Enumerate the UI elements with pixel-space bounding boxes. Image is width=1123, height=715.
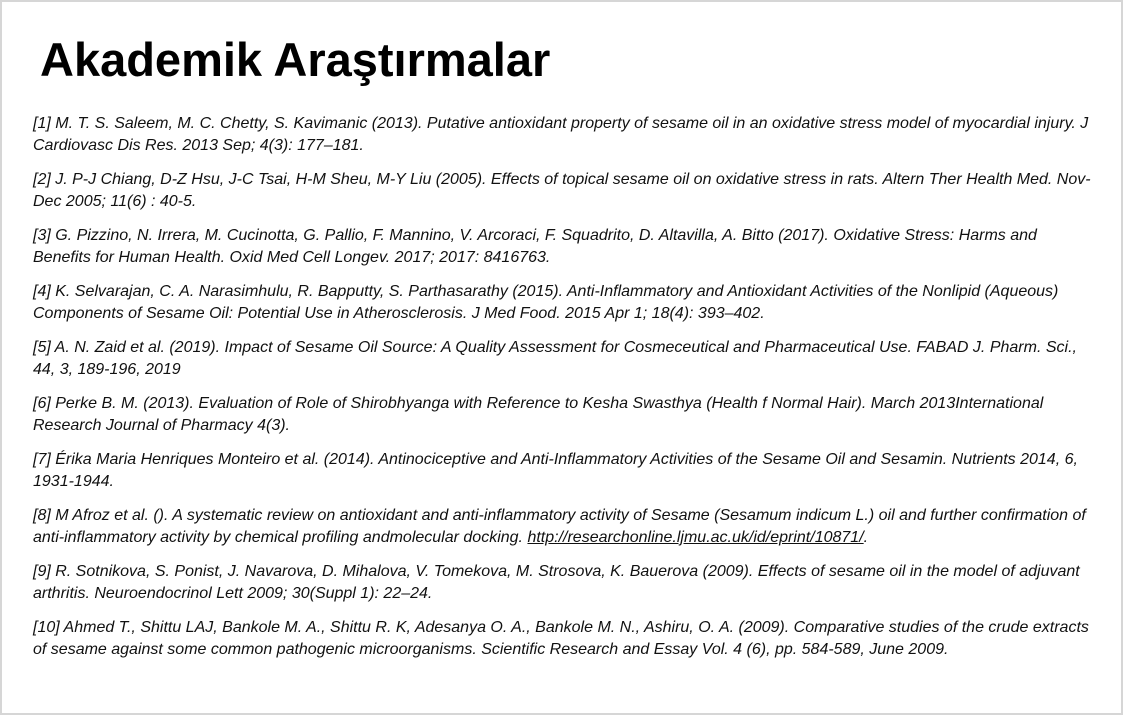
reference-text: [4] K. Selvarajan, C. A. Narasimhulu, R. Bapputty, S. Parthasarathy (2015). Anti-Inflammatory and Antioxidant Activities of the Nonlipid (Aqueous) Components of Sesame Oil: Potential Use in Atherosclerosis. J Med Food. 2015 Apr 1; 18(4): 393–402. <box>33 283 1059 322</box>
reference-text: [8] M Afroz et al. (). A systematic review on antioxidant and anti-inflammatory activity of Sesame (Sesamum indicum L.) oil and further confirmation of anti-inflammatory activity by chemical profiling andmolecular docking. <box>33 507 1086 546</box>
reference-text: [10] Ahmed T., Shittu LAJ, Bankole M. A., Shittu R. K, Adesanya O. A., Bankole M. N., Ashiru, O. A. (2009). Comparative studies of the crude extracts of sesame against some common pathogenic microorganisms. Scientific Research and Essay Vol. 4 (6), pp. 584-589, June 2009. <box>33 619 1089 658</box>
reference-text: [2] J. P-J Chiang, D-Z Hsu, J-C Tsai, H-M Sheu, M-Y Liu (2005). Effects of topical sesame oil on oxidative stress in rats. Altern Ther Health Med. Nov-Dec 2005; 11(6) : 40-5. <box>33 171 1091 210</box>
reference-text: [5] A. N. Zaid et al. (2019). Impact of Sesame Oil Source: A Quality Assessment for Cosmeceutical and Pharmaceutical Use. FABAD J. Pharm. Sci., 44, 3, 189-196, 2019 <box>33 339 1077 378</box>
reference-item <box>33 225 1095 268</box>
reference-url-link[interactable]: http://researchonline.ljmu.ac.uk/id/eprint/10871/ <box>527 528 864 546</box>
reference-item <box>33 281 1095 324</box>
reference-item <box>33 113 1095 156</box>
reference-item <box>33 393 1095 436</box>
reference-item <box>33 169 1095 212</box>
reference-text: [3] G. Pizzino, N. Irrera, M. Cucinotta, G. Pallio, F. Mannino, V. Arcoraci, F. Squadrito, D. Altavilla, A. Bitto (2017). Oxidative Stress: Harms and Benefits for Human Health. Oxid Med Cell Longev. 2017; 2017: 8416763. <box>33 227 1037 266</box>
reference-text: [7] Érika Maria Henriques Monteiro et al. (2014). Antinociceptive and Anti-Inflammatory Activities of the Sesame Oil and Sesamin. Nutrients 2014, 6, 1931-1944. <box>33 451 1078 490</box>
reference-item <box>33 617 1095 660</box>
reference-item <box>33 505 1095 548</box>
reference-item <box>33 337 1095 380</box>
reference-item <box>33 449 1095 492</box>
reference-text-end: . <box>863 528 869 546</box>
reference-text: [6] Perke B. M. (2013). Evaluation of Role of Shirobhyanga with Reference to Kesha Swasthya (Health f Normal Hair). March 2013International Research Journal of Pharmacy 4(3). <box>33 395 1044 434</box>
reference-list <box>33 113 1095 673</box>
page-title: Akademik Araştırmalar <box>40 33 551 86</box>
reference-text: [9] R. Sotnikova, S. Ponist, J. Navarova, D. Mihalova, V. Tomekova, M. Strosova, K. Bauerova (2009). Effects of sesame oil in the model of adjuvant arthritis. Neuroendocrinol Lett 2009; 30(Suppl 1): 22–24. <box>33 563 1080 602</box>
reference-item <box>33 561 1095 604</box>
reference-text: [1] M. T. S. Saleem, M. C. Chetty, S. Kavimanic (2013). Putative antioxidant property of sesame oil in an oxidative stress model of myocardial injury. J Cardiovasc Dis Res. 2013 Sep; 4(3): 177–181. <box>33 115 1089 154</box>
